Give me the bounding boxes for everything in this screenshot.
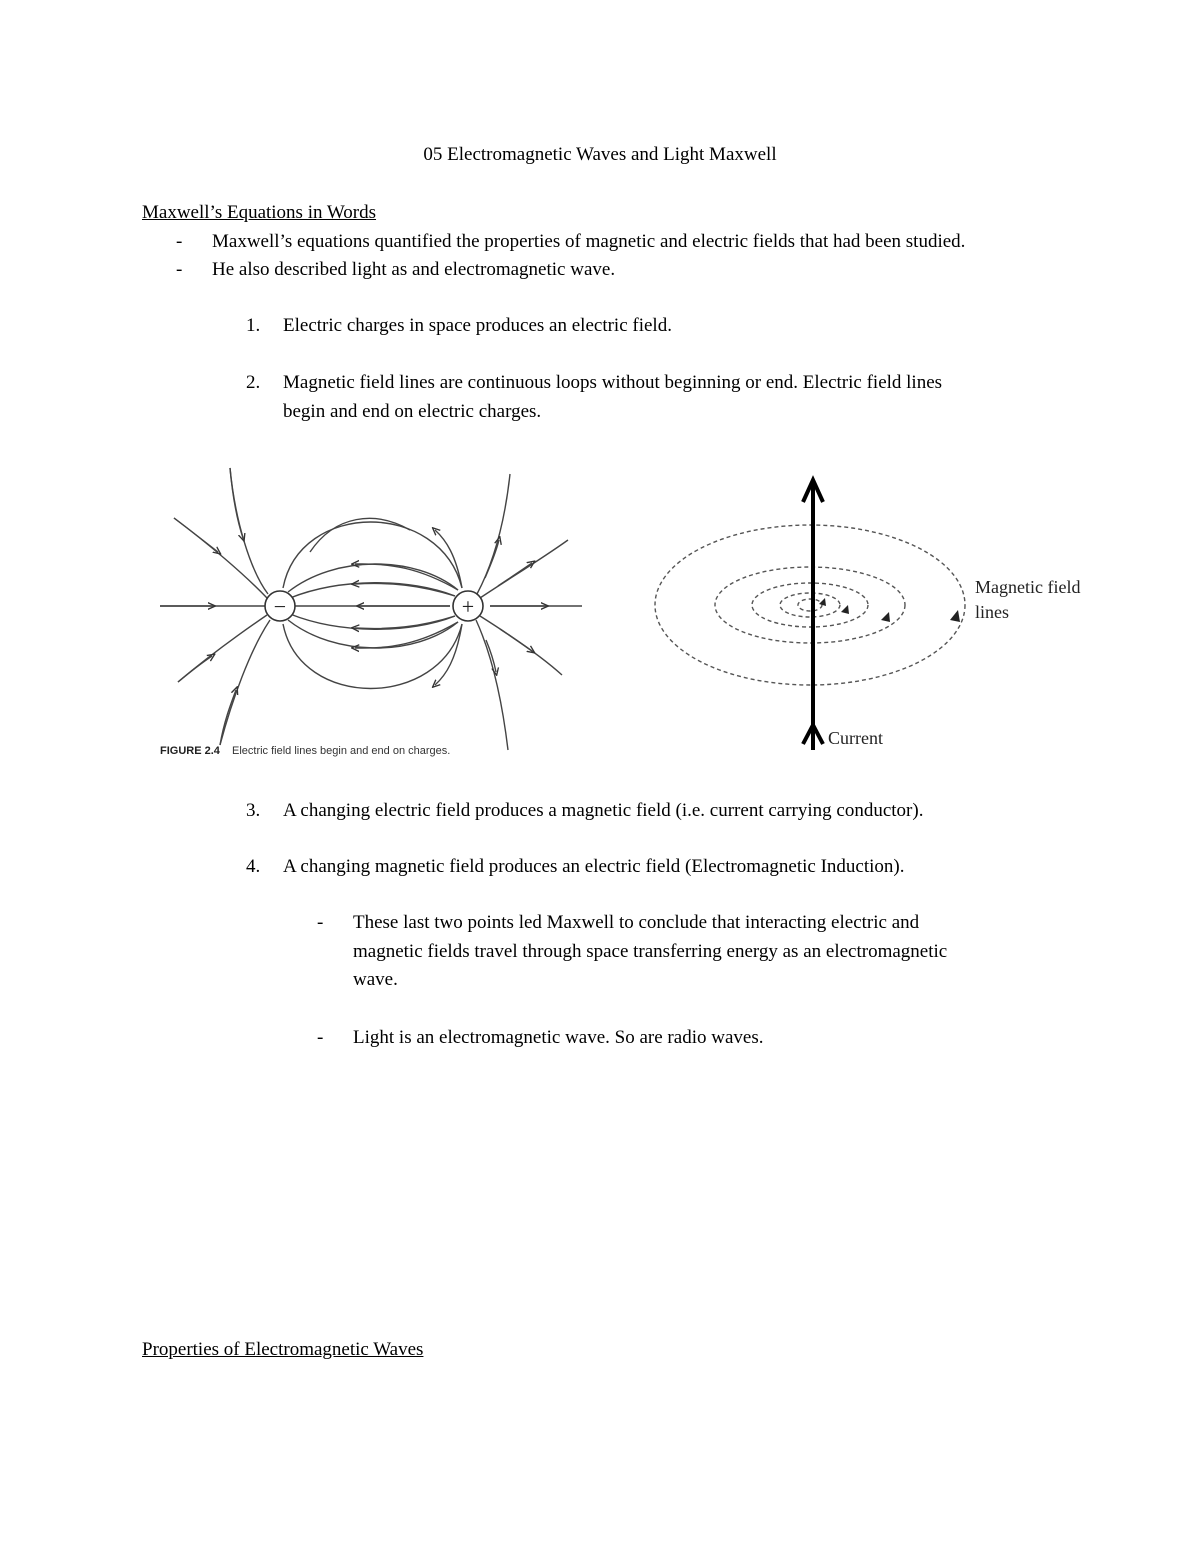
loop-arrowhead [950,610,960,622]
list-number: 2. [246,372,261,393]
field-line [500,629,532,651]
field-line [230,468,268,594]
list-item-text: Magnetic field lines are continuous loops without beginning or end. Electric field lines [283,372,943,393]
bullet-marker: - [317,1027,324,1048]
figure-caption-label: FIGURE 2.4 [160,745,220,757]
sub-bullet-text: Light is an electromagnetic wave. So are radio waves. [353,1027,764,1048]
section-heading-maxwells-equations: Maxwell’s Equations in Words [142,202,377,223]
sub-bullet-text: magnetic fields travel through space transferring energy as an electromagnetic [353,941,948,962]
current-label: Current [828,728,883,748]
magnetic-field-label: Magnetic field [975,577,1081,597]
magnetic-field-loop [715,567,905,643]
section-heading-properties: Properties of Electromagnetic Waves [142,1339,424,1360]
positive-charge-symbol: + [461,594,475,619]
figure-caption-text: Electric field lines begin and end on charges. [232,745,451,757]
magnetic-field-loop [798,599,822,611]
field-line [230,468,243,538]
list-item-text: begin and end on electric charges. [283,401,542,422]
list-item-text: A changing electric field produces a magnetic field (i.e. current carrying conductor). [283,800,924,821]
bullet-marker: - [317,912,324,933]
magnetic-field-figure [645,470,1105,755]
negative-charge-symbol: − [273,594,287,619]
field-line [498,563,532,586]
magnetic-field-loop [780,593,840,617]
sub-bullet-text: These last two points led Maxwell to conclude that interacting electric and [353,912,920,933]
field-line [174,518,267,598]
page-title: 05 Electromagnetic Waves and Light Maxwell [423,144,777,165]
electric-field-figure [150,460,600,760]
loop-arrowhead [841,605,849,614]
field-line [220,620,270,745]
field-line [355,616,455,629]
field-line [486,640,496,672]
field-line [174,518,218,552]
list-number: 4. [246,856,261,877]
field-line [477,474,510,594]
list-number: 3. [246,800,261,821]
field-line [290,614,455,629]
magnetic-field-loop [752,583,868,627]
bullet-text: He also described light as and electromagnetic wave. [212,259,616,280]
field-line [355,583,455,596]
loop-arrowhead [819,598,826,606]
field-line [476,620,508,750]
field-line [290,583,455,598]
bullet-marker: - [176,231,183,252]
field-line [178,656,212,682]
loop-arrowhead [881,612,890,622]
list-item-text: A changing magnetic field produces an electric field (Electromagnetic Induction). [283,856,905,877]
bullet-marker: - [176,259,183,280]
list-item-text: Electric charges in space produces an electric field. [283,315,672,336]
magnetic-field-loop [655,525,965,685]
field-line [435,624,462,685]
sub-bullet-text: wave. [353,969,398,990]
field-line [310,518,410,552]
list-number: 1. [246,315,261,336]
magnetic-field-label: lines [975,602,1009,622]
bullet-text: Maxwell’s equations quantified the properties of magnetic and electric fields that had been studied. [212,231,966,252]
